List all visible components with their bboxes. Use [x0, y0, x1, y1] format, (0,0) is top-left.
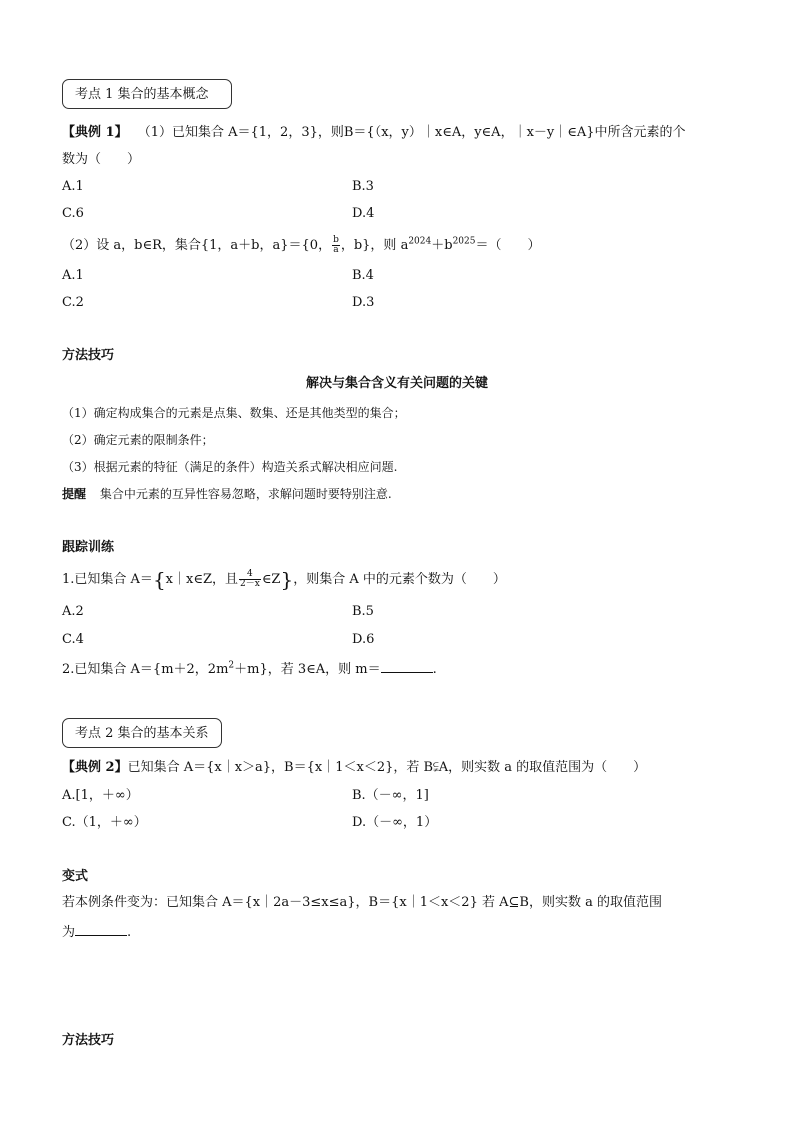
variant-answer-blank [75, 922, 127, 936]
example-1-line-1 [62, 124, 686, 142]
method-tip-item-3: （3）根据元素的特征（满足的条件）构造关系式解决相应问题. [62, 460, 398, 474]
method-tips-heading-2: 方法技巧 [62, 1033, 115, 1048]
practice-option-b: B.5 [352, 604, 374, 619]
example-2-question: 已知集合 A＝{x｜x＞a}，B＝{x｜1＜x＜2}，若 B⫋A，则实数 a 的取值范围为（ ） [127, 760, 647, 775]
practice-q2-post: ＋m}，若 3∈A，则 m＝ [234, 662, 381, 677]
method-tips-title: 解决与集合含义有关问题的关键 [305, 376, 488, 391]
option-b: B.3 [352, 179, 374, 194]
example-2-option-c: C.（1，＋∞） [62, 815, 147, 830]
q2-text-pre: （2）设 a，b∈R，集合{1，a＋b，a}＝{0， [62, 238, 332, 253]
practice-option-a: A.2 [62, 604, 84, 619]
fraction-numerator: b [333, 235, 339, 245]
reminder-text: 集合中元素的互异性容易忽略，求解问题时要特别注意. [99, 487, 392, 501]
exponent-2024: 2024 [408, 236, 432, 247]
right-brace: } [280, 567, 294, 592]
variant-heading: 变式 [62, 869, 89, 884]
fraction-numerator: 4 [239, 570, 261, 580]
practice-q2-end: . [432, 662, 437, 677]
option-c: C.6 [62, 206, 84, 221]
example-2-label: 【典例 2】 [62, 760, 128, 775]
variant-line-2 [62, 922, 131, 942]
example-1-line-2: 数为（ ） [62, 152, 141, 167]
q2-text-post: ，b}，则 a [340, 238, 409, 253]
method-tip-item-2: （2）确定元素的限制条件； [62, 433, 214, 447]
example-2-line [62, 759, 646, 777]
practice-option-c: C.4 [62, 632, 84, 647]
set-condition-post: ∈Z [261, 572, 281, 587]
example-1-question-1-text: （1）已知集合 A＝{1，2，3}，则B＝{（x，y）｜x∈A，y∈A，｜x－y｜∈A}中所含元素的个 [137, 125, 686, 140]
q2-option-a: A.1 [62, 268, 84, 283]
topic-2-box [62, 718, 222, 748]
practice-question-2 [62, 659, 437, 679]
fraction-b-over-a [332, 236, 340, 255]
q2-option-d: D.3 [352, 295, 375, 310]
topic-1-box [62, 79, 232, 109]
variant-line-2-pre: 为 [62, 925, 76, 940]
example-1-question-2 [62, 236, 540, 255]
option-a: A.1 [62, 179, 84, 194]
q2-option-c: C.2 [62, 295, 84, 310]
method-tip-item-1: （1）确定构成集合的元素是点集、数集、还是其他类型的集合； [62, 406, 406, 420]
method-tips-heading: 方法技巧 [62, 348, 115, 363]
q2-text-mid: ＋b [431, 238, 453, 253]
example-2-option-b: B.（－∞，1] [352, 788, 429, 803]
reminder-label: 提醒 [62, 487, 87, 501]
left-brace: { [152, 567, 166, 592]
example-2-option-d: D.（－∞，1） [352, 815, 438, 830]
practice-heading: 跟踪训练 [62, 540, 115, 555]
fraction-4-over-2-minus-x [239, 570, 261, 589]
variant-line-1: 若本例条件变为：已知集合 A＝{x｜2a－3≤x≤a}，B＝{x｜1＜x＜2} 若 A⊆B，则实数 a 的取值范围 [62, 895, 662, 910]
exponent-2: 2 [228, 660, 235, 671]
q2-option-b: B.4 [352, 268, 374, 283]
q2-text-end: ＝（ ） [475, 238, 541, 253]
topic-2-label: 考点 2 集合的基本关系 [75, 726, 209, 741]
answer-blank [381, 659, 433, 673]
example-1-label: 【典例 1】 [62, 125, 128, 140]
option-d: D.4 [352, 206, 375, 221]
practice-q1-post: ，则集合 A 中的元素个数为（ ） [293, 572, 506, 587]
practice-option-d: D.6 [352, 632, 375, 647]
practice-question-1 [62, 567, 506, 592]
fraction-denominator: 2－x [240, 579, 260, 589]
set-condition-pre: x｜x∈Z，且 [165, 572, 238, 587]
fraction-denominator: a [333, 245, 339, 255]
exponent-2025: 2025 [452, 236, 476, 247]
example-2-option-a: A.[1，＋∞） [62, 788, 139, 803]
method-reminder [62, 485, 392, 503]
variant-line-2-end: . [127, 925, 132, 940]
practice-q1-pre: 1.已知集合 A＝ [62, 572, 153, 587]
practice-q2-pre: 2.已知集合 A＝{m＋2，2m [62, 662, 229, 677]
topic-1-label: 考点 1 集合的基本概念 [75, 87, 209, 102]
